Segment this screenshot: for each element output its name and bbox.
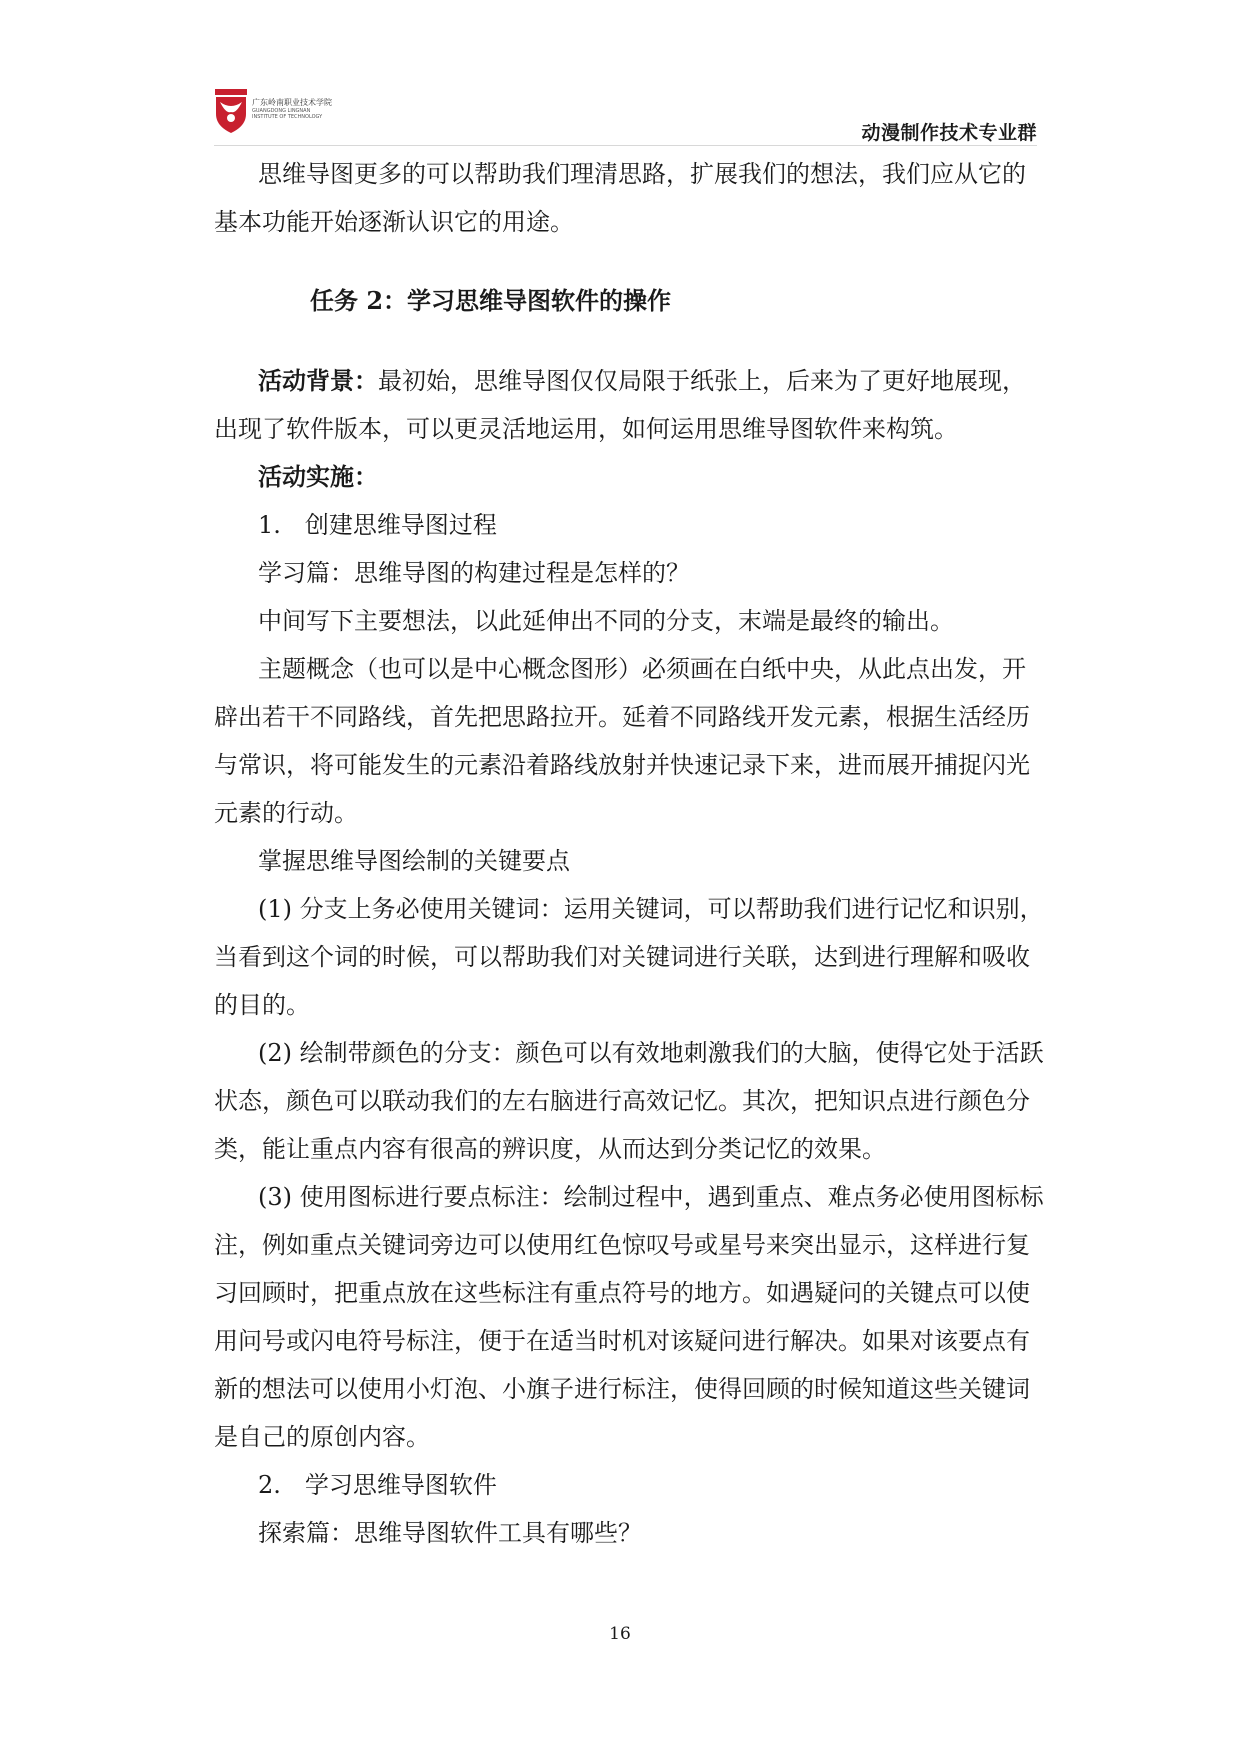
key-points-title: 掌握思维导图绘制的关键要点 [258, 847, 570, 875]
background-paragraph [214, 357, 1044, 453]
implementation-label: 活动实施： [258, 462, 378, 491]
school-emblem-icon [214, 88, 248, 134]
intro-paragraph: 思维导图更多的可以帮助我们理清思路，扩展我们的想法，我们应从它的基本功能开始逐渐认识它的用途。 [214, 160, 1026, 236]
task-title: 任务 2：学习思维导图软件的操作 [310, 286, 672, 315]
step-2-question: 探索篇：思维导图软件工具有哪些？ [258, 1519, 642, 1547]
logo-text [252, 98, 332, 120]
key-point-1: (1) 分支上务必使用关键词：运用关键词，可以帮助我们进行记忆和识别，当看到这个词的时候，可以帮助我们对关键词进行关联，达到进行理解和吸收的目的。 [214, 895, 1044, 1019]
step-2-heading: 2. 学习思维导图软件 [258, 1471, 497, 1499]
header-divider [214, 145, 1037, 146]
step-1-paragraph-1: 中间写下主要想法，以此延伸出不同的分支，末端是最终的输出。 [258, 607, 954, 635]
background-label: 活动背景： [258, 366, 378, 395]
step-1-question: 学习篇：思维导图的构建过程是怎样的？ [258, 559, 690, 587]
background-text: 最初始，思维导图仅仅局限于纸张上，后来为了更好地展现，出现了软件版本，可以更灵活地运用，如何运用思维导图软件来构筑。 [214, 367, 1026, 443]
key-point-3: (3) 使用图标进行要点标注：绘制过程中，遇到重点、难点务必使用图标标注，例如重点关键词旁边可以使用红色惊叹号或星号来突出显示，这样进行复习回顾时，把重点放在这些标注有重点符号的地方。如遇疑问的关键点可以使用问号或闪电符号标注，便于在适当时机对该疑问进行解决。如果对该要点有新的想法可以使用小灯泡、小旗子进行标注，使得回顾的时候知道这些关键词是自己的原创内容。 [214, 1183, 1044, 1451]
step-1-paragraph-2: 主题概念（也可以是中心概念图形）必须画在白纸中央，从此点出发，开辟出若干不同路线，首先把思路拉开。延着不同路线开发元素，根据生活经历与常识，将可能发生的元素沿着路线放射并快速记录下来，进而展开捕捉闪光元素的行动。 [214, 655, 1030, 827]
step-1-heading: 1. 创建思维导图过程 [258, 511, 497, 539]
logo-name-en-2: INSTITUTE OF TECHNOLOGY [252, 114, 323, 120]
page-number: 16 [609, 1624, 631, 1644]
department-name: 动漫制作技术专业群 [861, 122, 1037, 144]
key-point-2: (2) 绘制带颜色的分支：颜色可以有效地刺激我们的大脑，使得它处于活跃状态，颜色可以联动我们的左右脑进行高效记忆。其次，把知识点进行颜色分类，能让重点内容有很高的辨识度，从而达到分类记忆的效果。 [214, 1039, 1044, 1163]
school-logo [214, 88, 344, 138]
logo-name-cn: 广东岭南职业技术学院 [252, 98, 332, 107]
logo-name-en-1: GUANGDONG LINGNAN [252, 108, 311, 114]
